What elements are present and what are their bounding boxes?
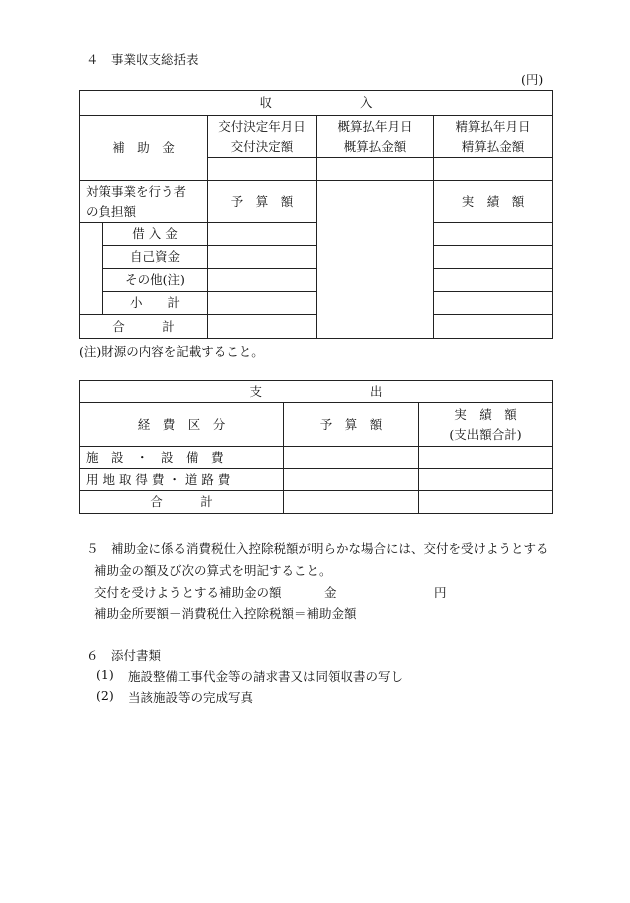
section-5-line1: ５ 補助金に係る消費税仕入控除税額が明らかな場合には、交付を受けようとする	[86, 541, 549, 556]
settle-header: 精算払年月日 精算払金額	[434, 116, 553, 158]
section-6-heading: ６ 添付書類	[86, 648, 162, 663]
loan-actual-cell[interactable]	[434, 223, 553, 246]
unit-label: (円)	[521, 72, 544, 87]
category-label: 経 費 区 分	[80, 403, 284, 447]
section-5-line3-label: 交付を受けようとする補助金の額	[94, 585, 282, 600]
expense-total-actual-cell[interactable]	[419, 491, 553, 514]
section-5-formula: 補助金所要額－消費税仕入控除税額＝補助金額	[94, 606, 357, 621]
row-other: その他(注)	[103, 269, 208, 292]
income-header: 収 入	[80, 91, 553, 116]
expense-actual-label: 実 績 額 (支出額合計)	[419, 403, 553, 447]
row-subtotal: 小 計	[103, 292, 208, 315]
prepay-empty-cell	[317, 181, 434, 339]
income-table	[79, 90, 553, 339]
land-budget-cell[interactable]	[284, 469, 419, 491]
prepay-amount-cell[interactable]	[317, 158, 434, 181]
budget-label: 予 算 額	[208, 181, 317, 223]
other-budget-cell[interactable]	[208, 269, 317, 292]
indent-spacer	[80, 223, 103, 315]
expense-table	[79, 380, 553, 514]
expense-total: 合 計	[80, 491, 284, 514]
land-actual-cell[interactable]	[419, 469, 553, 491]
row-own-funds: 自己資金	[103, 246, 208, 269]
row-facility: 施 設 ・ 設 備 費	[80, 447, 284, 469]
attachment-1-num: (1)	[96, 667, 114, 682]
prepay-header: 概算払年月日 概算払金額	[317, 116, 434, 158]
income-note: (注)財源の内容を記載すること。	[79, 344, 264, 359]
own-actual-cell[interactable]	[434, 246, 553, 269]
section-5-line2: 補助金の額及び次の算式を明記すること。	[94, 563, 332, 578]
row-loan: 借 入 金	[103, 223, 208, 246]
decision-amount-cell[interactable]	[208, 158, 317, 181]
facility-budget-cell[interactable]	[284, 447, 419, 469]
expense-budget-label: 予 算 額	[284, 403, 419, 447]
actual-label: 実 績 額	[434, 181, 553, 223]
total-budget-cell[interactable]	[208, 315, 317, 339]
attachment-1-text: 施設整備工事代金等の請求書又は同領収書の写し	[128, 669, 404, 684]
total-actual-cell[interactable]	[434, 315, 553, 339]
settle-amount-cell[interactable]	[434, 158, 553, 181]
section-4-heading: ４ 事業収支総括表	[86, 52, 199, 67]
expense-total-budget-cell[interactable]	[284, 491, 419, 514]
subtotal-budget-cell[interactable]	[208, 292, 317, 315]
row-total: 合 計	[80, 315, 208, 339]
loan-budget-cell[interactable]	[208, 223, 317, 246]
other-actual-cell[interactable]	[434, 269, 553, 292]
decision-header: 交付決定年月日 交付決定額	[208, 116, 317, 158]
burden-label: 対策事業を行う者 の負担額	[80, 181, 208, 223]
subsidy-label: 補 助 金	[80, 116, 208, 181]
facility-actual-cell[interactable]	[419, 447, 553, 469]
attachment-2-num: (2)	[96, 688, 114, 703]
attachment-2-text: 当該施設等の完成写真	[128, 690, 254, 705]
expense-header: 支 出	[80, 381, 553, 403]
row-land: 用 地 取 得 費 ・ 道 路 費	[80, 469, 284, 491]
subtotal-actual-cell[interactable]	[434, 292, 553, 315]
section-5-kin: 金	[324, 585, 337, 600]
own-budget-cell[interactable]	[208, 246, 317, 269]
section-5-yen: 円	[434, 585, 447, 600]
